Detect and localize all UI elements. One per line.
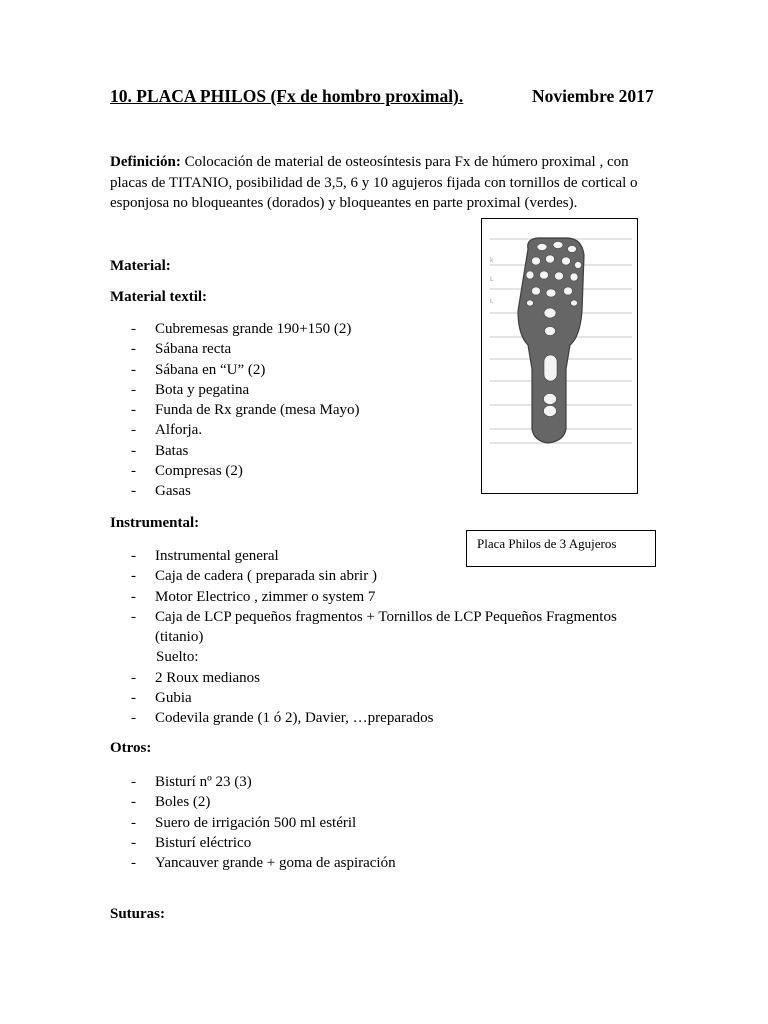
list-item-text: 2 Roux medianos [155,669,260,686]
list-item-text: Gasas [155,483,191,500]
philos-plate-figure [481,218,638,494]
list-dash: - [131,341,136,358]
list-item [110,587,655,607]
list-dash: - [131,710,136,727]
list-item-text: Compresas (2) [155,463,243,480]
list-item-text: Sábana en “U” (2) [155,361,266,378]
definition-label: Definición: [110,154,181,170]
list-dash: - [131,690,136,707]
list-item-text: Codevila grande (1 ó 2), Davier, …preparados [155,710,434,727]
list-item [110,420,360,440]
list-dash: - [131,568,136,585]
list-item [110,772,396,792]
definition-text: Colocación de material de osteosíntesis para Fx de húmero proximal , con placas de TITANIO, posibilidad de 3,5, 6 y 10 agujeros fijada con tornillos de cortical o esponjosa no bloqueantes (dorados) y bloqueantes en parte proximal (verdes). [110,154,638,211]
list-item [110,400,360,420]
section-heading-suturas: Suturas: [110,906,166,922]
list-dash: - [131,463,136,480]
list-item-text: Cubremesas grande 190+150 (2) [155,321,352,337]
list-item-text: Instrumental general [155,548,279,564]
list-dash: - [131,381,136,398]
philos-plate-illustration [482,219,637,493]
list-item-text: Suero de irrigación 500 ml estéril [155,814,357,831]
list-item-text: Gubia [155,690,192,707]
section-heading-material-textil: Material textil: [110,289,208,305]
list-item-text: Sábana recta [155,341,232,358]
list-item-text: Bota y pegatina [155,381,250,398]
list-item [110,566,655,586]
list-subheading [110,647,655,667]
list-item [110,319,360,339]
section-heading-material: Material: [110,258,171,274]
list-item-text: Boles (2) [155,794,211,811]
svg-text:L: L [490,276,494,283]
list-item [110,813,396,833]
list-dash: - [131,669,136,686]
list-dash: - [131,814,136,831]
list-item [110,853,396,873]
definition-paragraph [110,152,665,214]
material-textil-list [110,319,360,502]
list-dash: - [131,588,136,605]
list-item [110,461,360,481]
list-dash: - [131,548,136,564]
list-dash: - [131,361,136,378]
list-subheading-text: Suelto: [156,649,199,666]
list-item [110,668,655,688]
list-item [110,792,396,812]
list-dash: - [131,608,136,625]
list-dash: - [131,321,136,337]
list-dash: - [131,422,136,439]
list-item [110,339,360,359]
list-dash: - [131,834,136,851]
list-item [110,360,360,380]
list-item [110,481,360,501]
list-item-text: Bisturí nº 23 (3) [155,774,252,790]
list-item-text: Motor Electrico , zimmer o system 7 [155,588,376,605]
list-item-text: Caja de LCP pequeños fragmentos + Tornillos de LCP Pequeños Fragmentos (titanio) [155,608,617,646]
list-item-text: Alforja. [155,422,203,439]
list-dash: - [131,442,136,459]
list-item [110,607,655,648]
section-heading-instrumental: Instrumental: [110,515,200,531]
list-dash: - [131,774,136,790]
list-item-text: Bisturí eléctrico [155,834,252,851]
document-title: 10. PLACA PHILOS (Fx de hombro proximal). [110,86,464,106]
list-dash: - [131,483,136,500]
list-dash: - [131,794,136,811]
document-date: Noviembre 2017 [532,86,654,106]
list-item [110,441,360,461]
list-item-text: Funda de Rx grande (mesa Mayo) [155,402,360,419]
list-item [110,380,360,400]
list-item-text: Caja de cadera ( preparada sin abrir ) [155,568,377,585]
otros-list [110,772,396,873]
list-item [110,708,655,728]
list-dash: - [131,855,136,872]
list-dash: - [131,402,136,419]
svg-text:k: k [490,257,494,264]
list-item [110,688,655,708]
list-item [110,833,396,853]
section-heading-otros: Otros: [110,740,152,756]
list-item-text: Yancauver grande + goma de aspiración [155,855,396,872]
list-item-text: Batas [155,442,189,459]
figure-caption: Placa Philos de 3 Agujeros [466,530,656,567]
instrumental-list [110,546,655,729]
svg-text:I.: I. [490,298,494,305]
